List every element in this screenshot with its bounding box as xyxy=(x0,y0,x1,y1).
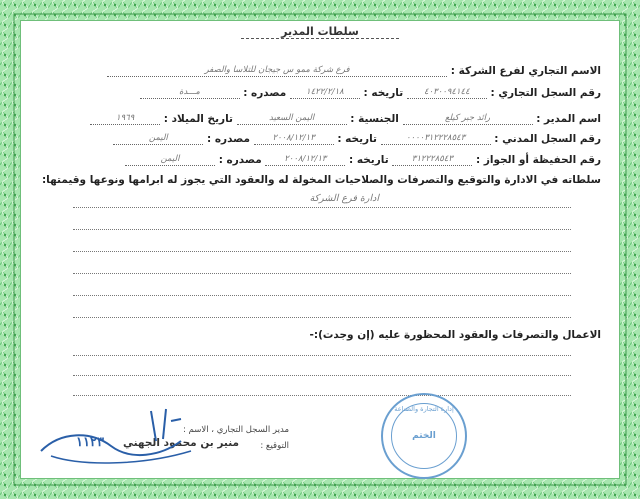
signature-row xyxy=(260,441,289,451)
passport-label: رقم الحفيظة أو الجواز : xyxy=(476,154,601,166)
passport-source-label: مصدره : xyxy=(218,154,262,166)
manager-value: رائد جبر كيلع xyxy=(403,113,533,125)
civil-date-value: ٢٠٠٨/١٢/١٣ xyxy=(254,133,334,145)
passport-row xyxy=(125,154,601,166)
cr-row xyxy=(140,87,601,99)
handwritten-signature xyxy=(31,401,211,471)
birth-date-label: تاريخ الميلاد : xyxy=(163,113,233,125)
powers-value: ادارة فرع الشركة xyxy=(309,193,379,204)
birth-date-value: ١٩٦٩ xyxy=(90,113,160,125)
trade-name-label: الاسم التجاري لفرع الشركة : xyxy=(450,65,601,77)
prohibited-row xyxy=(310,329,601,341)
passport-date-value: ٢٠٠٨/١٢/١٣ xyxy=(265,154,345,166)
ruled-line xyxy=(73,273,571,274)
nationality-label: الجنسية : xyxy=(350,113,399,125)
ruled-line xyxy=(73,355,571,356)
civil-label: رقم السجل المدني : xyxy=(494,133,601,145)
ruled-line xyxy=(73,375,571,376)
passport-value: ٣١٢٢٢٨٥٤٣ xyxy=(392,154,472,166)
official-stamp xyxy=(381,393,467,479)
cr-value: ٤٠٣٠٠٩٤١٤٤ xyxy=(407,87,487,99)
prohibited-label: الاعمال والتصرفات والعقود المحظورة عليه (إن وجدت):- xyxy=(309,329,601,341)
registrar-label: مدير السجل التجاري ، الاسم : xyxy=(183,425,289,435)
cr-label: رقم السجل التجاري : xyxy=(490,87,601,99)
stamp-text: الختم xyxy=(412,431,436,441)
powers-label: سلطاته في الادارة والتوقيع والتصرفات والصلاحيات المخولة له والعقود التي يجوز له ابرامها ونوعها وقيمتها: xyxy=(41,174,601,186)
ruled-line xyxy=(73,229,571,230)
civil-source-label: مصدره : xyxy=(206,133,250,145)
registrar-name: منير بن محمود الجهني xyxy=(123,437,239,449)
manager-label: اسم المدير : xyxy=(536,113,601,125)
trade-name-row xyxy=(107,65,601,77)
ruled-line xyxy=(73,395,571,396)
cr-source-value: مـــدة xyxy=(140,87,240,99)
passport-date-label: تاريخه : xyxy=(349,154,389,166)
civil-value: ٠٠٠٠٣١٢٢٢٨٥٤٣ xyxy=(381,133,491,145)
ruled-line xyxy=(73,251,571,252)
civil-row xyxy=(113,133,601,145)
civil-source-value: اليمن xyxy=(113,133,203,145)
margin-number: ١١٢٣ xyxy=(76,435,104,450)
ruled-line xyxy=(73,295,571,296)
ruled-line xyxy=(73,317,571,318)
cr-date-label: تاريخه : xyxy=(363,87,404,99)
page-title: سلطات المدير xyxy=(21,25,619,38)
cr-source-label: مصدره : xyxy=(243,87,287,99)
document-body xyxy=(20,20,620,479)
passport-source-value: اليمن xyxy=(125,154,215,166)
trade-name-value: فرع شركة ممو س جيجان للتلاسا والصفر xyxy=(107,65,447,77)
cr-date-value: ١٤٢٢/٢/١٨ xyxy=(290,87,360,99)
manager-row xyxy=(90,113,601,125)
signature-label: التوقيع : xyxy=(260,441,289,451)
nationality-value: اليمن السعيد xyxy=(237,113,347,125)
stamp-ring-text: إدارة التجارة والصناعة xyxy=(394,405,454,413)
ruled-line xyxy=(73,207,571,208)
powers-row xyxy=(42,174,601,186)
civil-date-label: تاريخه : xyxy=(337,133,377,145)
